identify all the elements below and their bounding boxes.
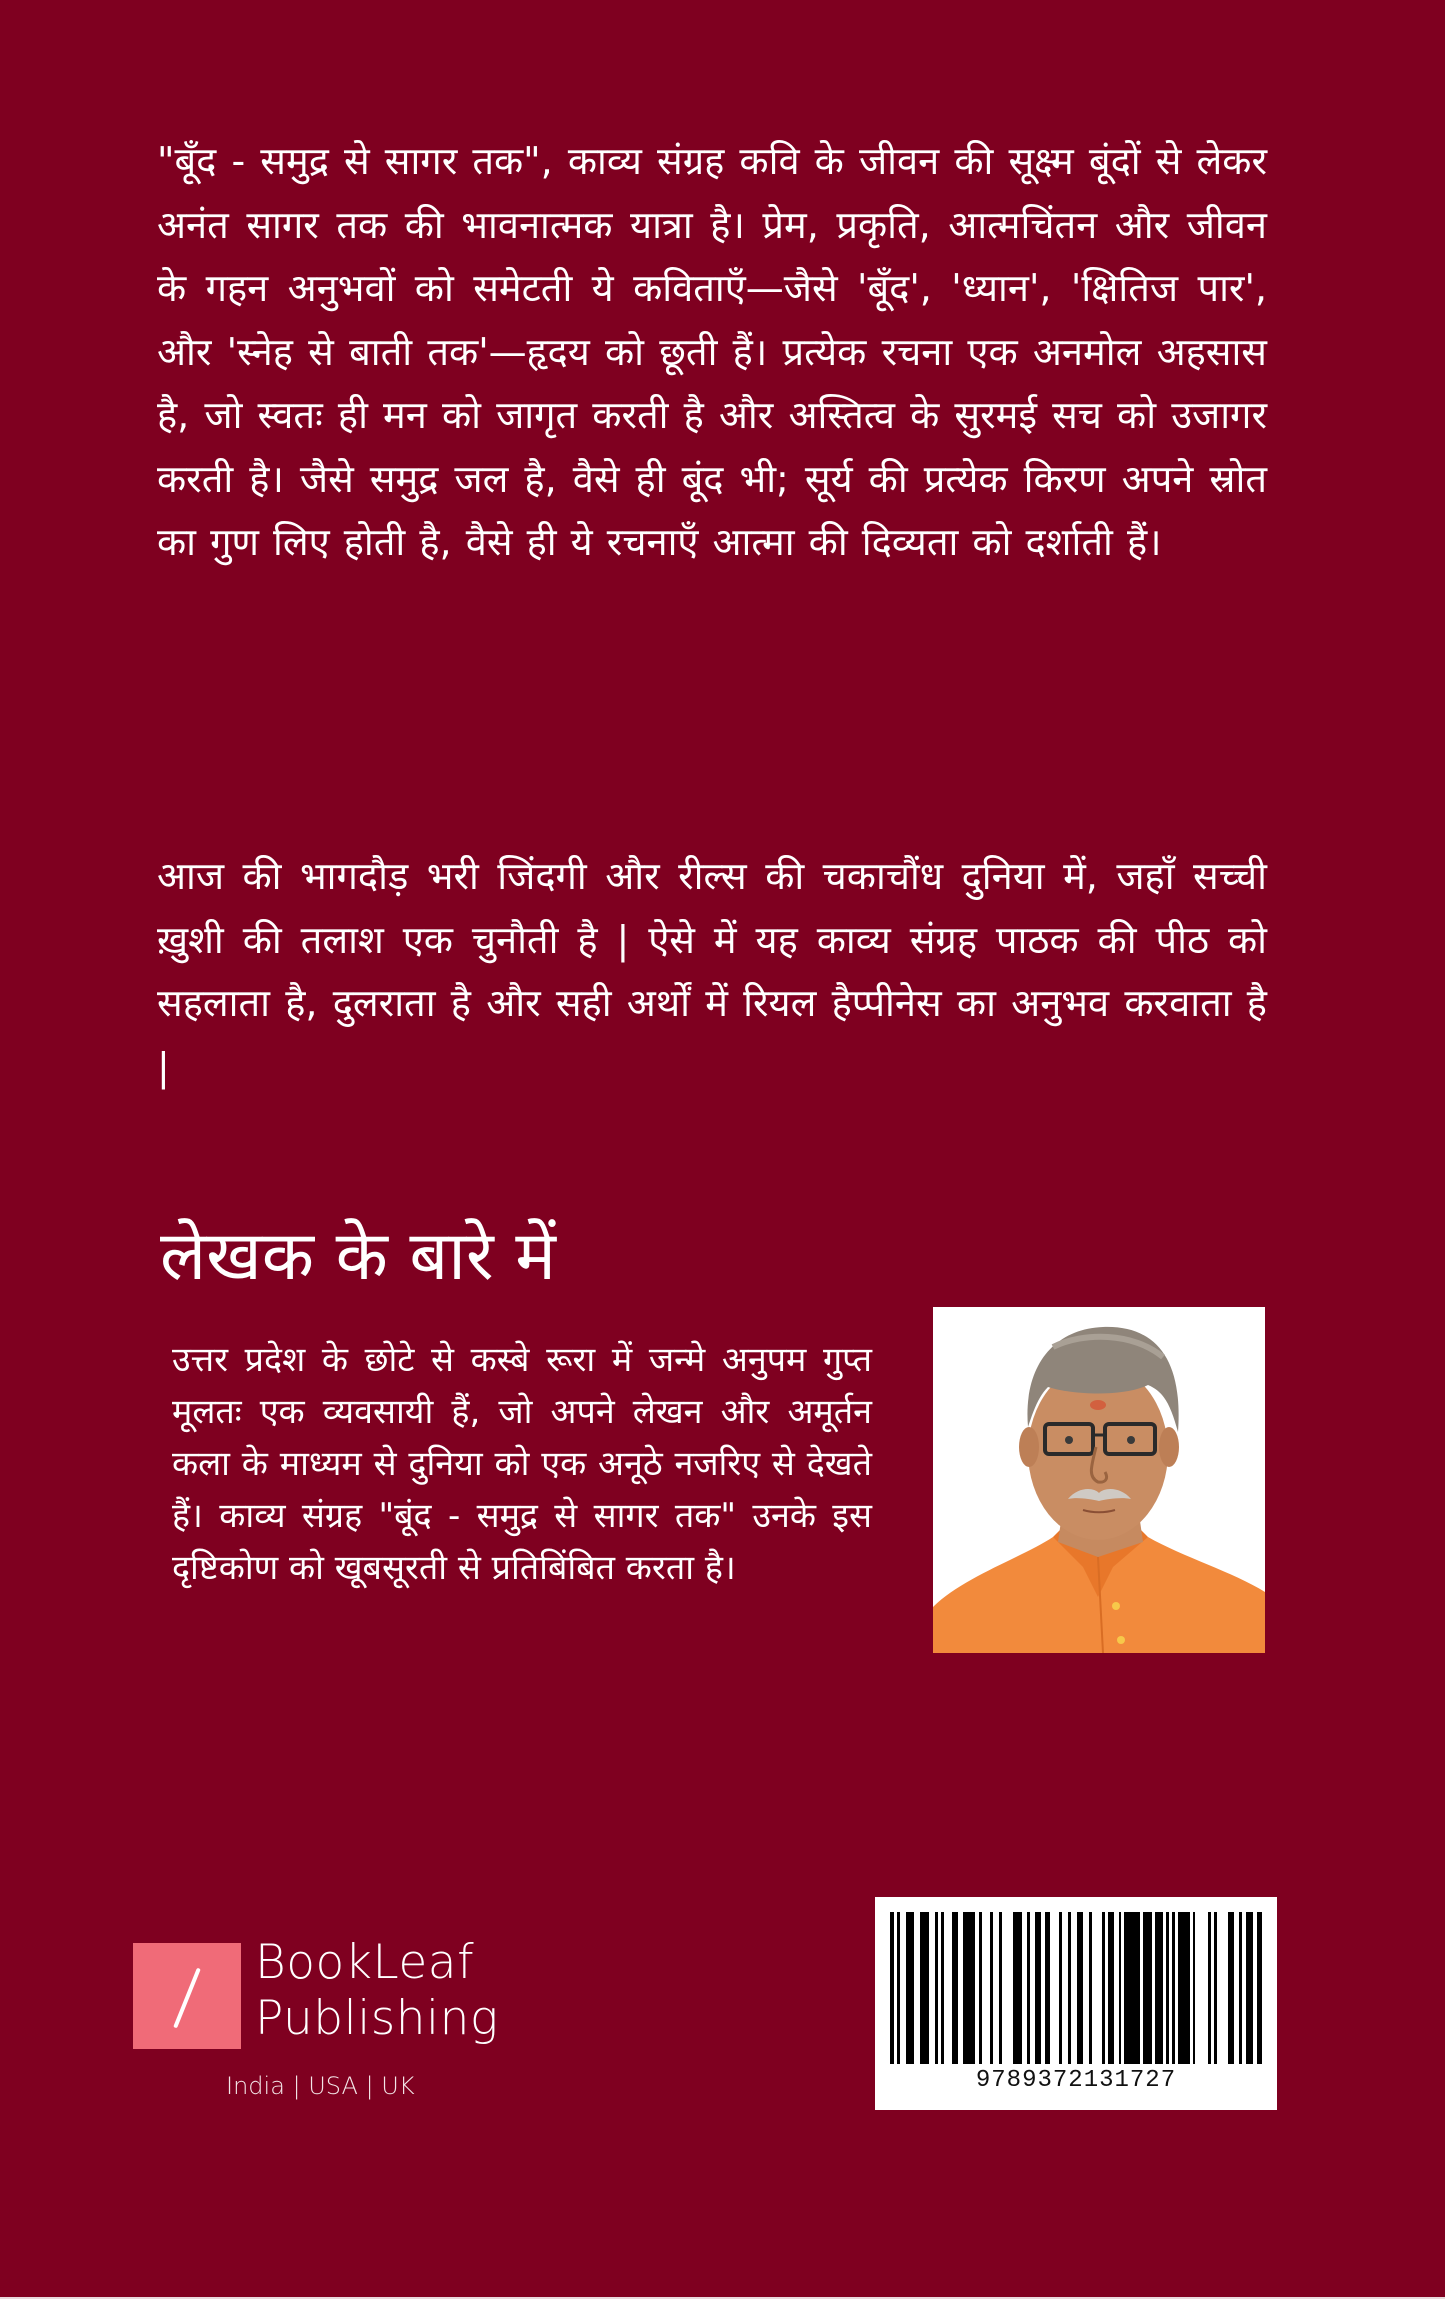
publisher-name bbox=[255, 1935, 499, 2047]
publisher-name-line-2: Publishing bbox=[255, 1991, 499, 2046]
author-photo bbox=[933, 1307, 1265, 1653]
publisher-logo-mark bbox=[133, 1943, 241, 2049]
blurb-paragraph-2: आज की भागदौड़ भरी जिंदगी और रील्स की चकाचौंध दुनिया में, जहाँ सच्ची ख़ुशी की तलाश एक चुनौती है | ऐसे में यह काव्य संग्रह पाठक की पीठ को सहलाता है, दुलराता है और सही अर्थों में रियल हैप्पीनेस का अनुभव करवाता है | bbox=[157, 854, 1267, 1089]
publisher-name-line-1: BookLeaf bbox=[255, 1935, 475, 1990]
isbn-barcode bbox=[875, 1897, 1277, 2110]
barcode-bars-icon bbox=[890, 1912, 1262, 2064]
about-author-heading: लेखक के बारे में bbox=[160, 1217, 556, 1296]
isbn-number: 9789372131727 bbox=[975, 2067, 1177, 2094]
blurb-paragraph-1: "बूँद - समुद्र से सागर तक", काव्य संग्रह कवि के जीवन की सूक्ष्म बूंदों से लेकर अनंत सागर तक की भावनात्मक यात्रा है। प्रेम, प्रकृति, आत्मचिंतन और जीवन के गहन अनुभवों को समेटती ये कविताएँ—जैसे 'बूँद', 'ध्यान', 'क्षितिज पार', और 'स्नेह से बाती तक'—हृदय को छूती हैं। प्रत्येक रचना एक अनमोल अहसास है, जो स्वतः ही मन को जागृत करती है और अस्तित्व के सुरमई सच को उजागर करती है। जैसे समुद्र जल है, वैसे ही बूंद भी; सूर्य की प्रत्येक किरण अपने स्रोत का गुण लिए होती है, वैसे ही ये रचनाएँ आत्मा की दिव्यता को दर्शाती हैं। bbox=[157, 139, 1267, 564]
author-bio: उत्तर प्रदेश के छोटे से कस्बे रूरा में जन्मे अनुपम गुप्त मूलतः एक व्यवसायी हैं, जो अपने लेखन और अमूर्तन कला के माध्यम से दुनिया को एक अनूठे नजरिए से देखते हैं। काव्य संग्रह "बूंद - समुद्र से सागर तक" उनके इस दृष्टिकोण को खूबसूरती से प्रतिबिंबित करता है। bbox=[172, 1340, 872, 1588]
publisher-regions: India | USA | UK bbox=[226, 2072, 415, 2100]
author-portrait-illustration bbox=[933, 1307, 1265, 1653]
slash-icon bbox=[173, 1968, 201, 2029]
